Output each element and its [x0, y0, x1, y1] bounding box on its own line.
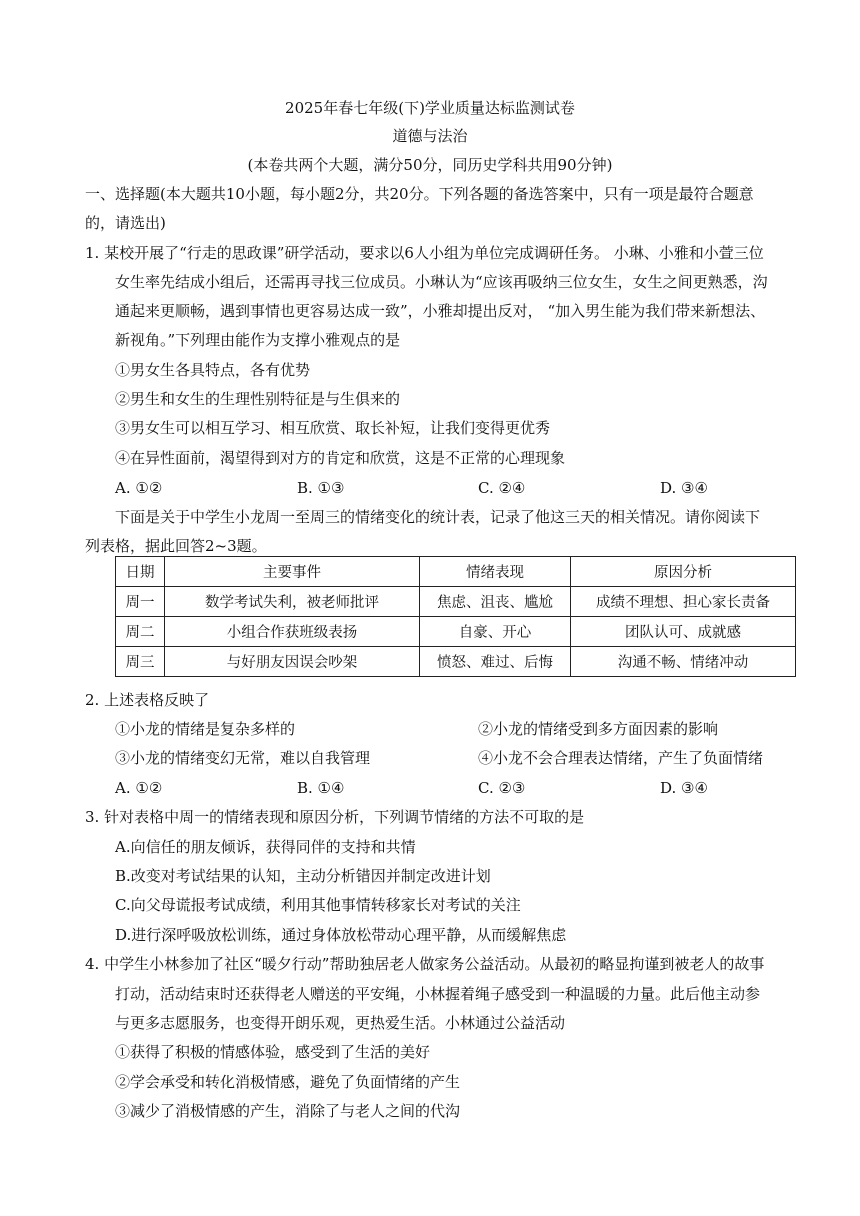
table-cell: 愤怒、难过、后悔 — [420, 647, 571, 677]
q4-item-3: ③减少了消极情感的产生，消除了与老人之间的代沟 — [115, 1102, 461, 1120]
q2-item-2: ②小龙的情绪受到多方面因素的影响 — [478, 720, 719, 738]
q1-item-1: ①男女生各具特点，各有优势 — [115, 361, 311, 379]
table-cell: 焦虑、沮丧、尴尬 — [420, 587, 571, 617]
exam-subject: 道德与法治 — [392, 127, 468, 145]
q2-item-3: ③小龙的情绪变幻无常，难以自我管理 — [115, 749, 371, 767]
q1-choice-d: D. ③④ — [660, 479, 708, 497]
q3-option-d: D.进行深呼吸放松训练，通过身体放松带动心理平静，从而缓解焦虑 — [115, 926, 567, 944]
table-cell: 沟通不畅、情绪冲动 — [571, 647, 796, 677]
table-header-row — [116, 557, 796, 587]
q4-stem-line3: 与更多志愿服务，也变得开朗乐观，更热爱生活。小林通过公益活动 — [115, 1014, 566, 1032]
q3-option-a: A.向信任的朋友倾诉，获得同伴的支持和共情 — [115, 838, 416, 856]
q1-item-4: ④在异性面前，渴望得到对方的肯定和欣赏，这是不正常的心理现象 — [115, 449, 566, 467]
q4-stem-line2: 打动，活动结束时还获得老人赠送的平安绳，小林握着绳子感受到一种温暖的力量。此后他主动参 — [115, 985, 761, 1003]
q3-stem: 3. 针对表格中周一的情绪表现和原因分析，下列调节情绪的方法不可取的是 — [85, 808, 585, 826]
table-cell: 与好朋友因误会吵架 — [165, 647, 420, 677]
q3-option-c: C.向父母谎报考试成绩，利用其他事情转移家长对考试的关注 — [115, 896, 521, 914]
table-header-cell: 原因分析 — [571, 557, 796, 587]
q2-choice-d: D. ③④ — [660, 779, 708, 797]
q1-choice-b: B. ①③ — [297, 479, 345, 497]
table-cell: 小组合作获班级表扬 — [165, 617, 420, 647]
table-row — [116, 587, 796, 617]
section-heading-line1: 一、选择题(本大题共10小题，每小题2分，共20分。下列各题的备选答案中，只有一项是最符合题意 — [85, 185, 754, 203]
table-intro-line2: 列表格，据此回答2~3题。 — [85, 537, 267, 555]
q3-option-b: B.改变对考试结果的认知，主动分析错因并制定改进计划 — [115, 867, 491, 885]
q1-item-2: ②男生和女生的生理性别特征是与生俱来的 — [115, 390, 401, 408]
table-header-cell: 情绪表现 — [420, 557, 571, 587]
table-cell: 周一 — [116, 587, 165, 617]
q2-choice-a: A. ①② — [115, 779, 163, 797]
q2-choice-b: B. ①④ — [297, 779, 345, 797]
table-cell: 周三 — [116, 647, 165, 677]
q1-stem-line3: 通起来更顺畅，遇到事情也更容易达成一致”，小雅却提出反对， “加入男生能为我们带来新想法、 — [115, 302, 766, 320]
table-row — [116, 617, 796, 647]
q1-item-3: ③男女生可以相互学习、相互欣赏、取长补短，让我们变得更优秀 — [115, 419, 551, 437]
q2-stem: 2. 上述表格反映了 — [85, 691, 210, 709]
q1-stem-line4: 新视角。”下列理由能作为支撑小雅观点的是 — [115, 331, 401, 349]
q4-item-2: ②学会承受和转化消极情感，避免了负面情绪的产生 — [115, 1073, 461, 1091]
q2-item-1: ①小龙的情绪是复杂多样的 — [115, 720, 296, 738]
q2-choice-c: C. ②③ — [478, 779, 526, 797]
table-row — [116, 647, 796, 677]
q1-stem-line1: 1. 某校开展了“行走的思政课”研学活动，要求以6人小组为单位完成调研任务。 小琳、小雅和小萱三位 — [85, 244, 764, 262]
table-cell: 成绩不理想、担心家长责备 — [571, 587, 796, 617]
table-header-cell: 主要事件 — [165, 557, 420, 587]
table-cell: 自豪、开心 — [420, 617, 571, 647]
table-cell: 数学考试失利，被老师批评 — [165, 587, 420, 617]
section-heading-line2: 的，请选出) — [85, 214, 166, 232]
q1-stem-line2: 女生率先结成小组后，还需再寻找三位成员。小琳认为“应该再吸纳三位女生，女生之间更熟悉，沟 — [115, 273, 768, 291]
q4-stem-line1: 4. 中学生小林参加了社区“暖夕行动”帮助独居老人做家务公益活动。从最初的略显拘谨到被老人的故事 — [85, 955, 765, 973]
exam-note: (本卷共两个大题，满分50分，同历史学科共用90分钟) — [247, 156, 613, 174]
q1-choice-c: C. ②④ — [478, 479, 526, 497]
table-cell: 周二 — [116, 617, 165, 647]
emotion-table — [115, 556, 796, 677]
q2-item-4: ④小龙不会合理表达情绪，产生了负面情绪 — [478, 749, 764, 767]
table-intro-line1: 下面是关于中学生小龙周一至周三的情绪变化的统计表，记录了他这三天的相关情况。请你阅读下 — [115, 508, 761, 526]
q1-choice-a: A. ①② — [115, 479, 163, 497]
exam-title: 2025年春七年级(下)学业质量达标监测试卷 — [285, 99, 575, 117]
table-header-cell: 日期 — [116, 557, 165, 587]
table-cell: 团队认可、成就感 — [571, 617, 796, 647]
q4-item-1: ①获得了积极的情感体验，感受到了生活的美好 — [115, 1043, 431, 1061]
